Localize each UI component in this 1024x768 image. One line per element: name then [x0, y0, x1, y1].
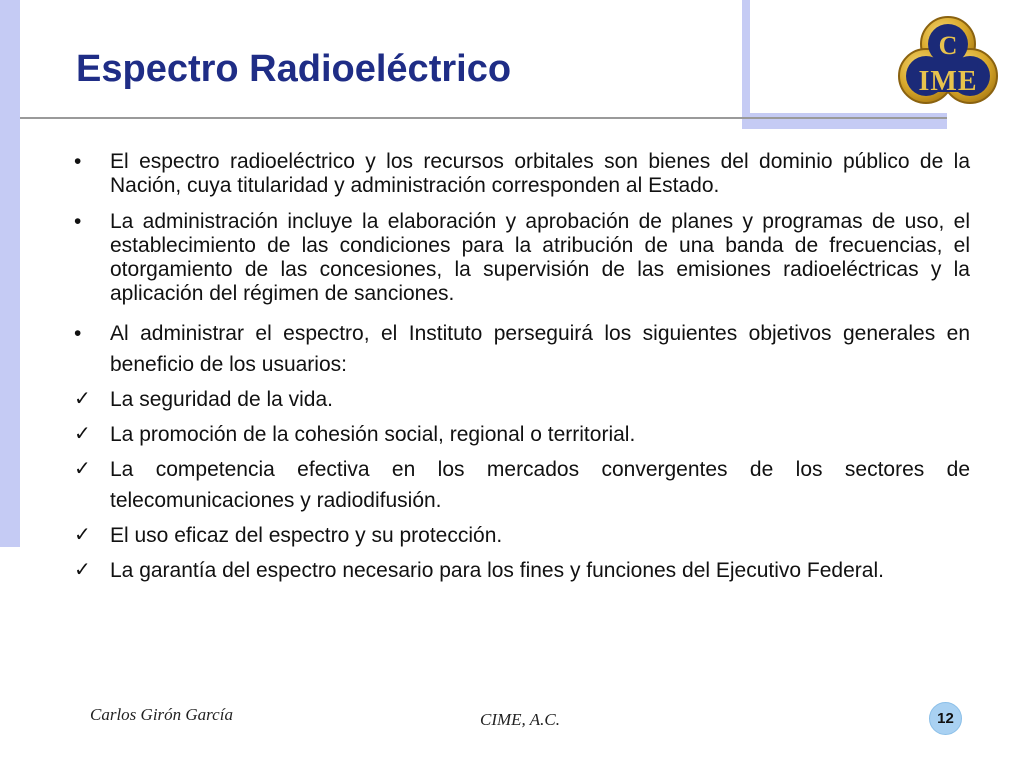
bullet-item — [72, 318, 970, 380]
accent-horizontal-block — [742, 113, 947, 129]
objective-text: La competencia efectiva en los mercados convergentes de los sectores de telecomunicaciones y radiodifusión. — [110, 458, 970, 512]
objective-item — [72, 520, 970, 551]
footer-organization: CIME, A.C. — [480, 710, 560, 729]
bullet-text: La administración incluye la elaboración y aprobación de planes y programas de uso, el establecimiento de las condiciones para la atribución de una banda de frecuencias, el otorgamiento de las concesiones, la supervisión de las emisiones radioeléctricas y la aplicación del régimen de sanciones. — [110, 210, 970, 305]
bullet-marker: • — [74, 322, 82, 345]
checkmark-icon: ✓ — [74, 423, 91, 445]
objective-item — [72, 454, 970, 516]
bullet-text: Al administrar el espectro, el Instituto perseguirá los siguientes objetivos generales en beneficio de los usuarios: — [110, 322, 970, 376]
logo-letter-top: C — [938, 31, 958, 60]
checkmark-icon: ✓ — [74, 559, 91, 581]
bullet-marker: • — [74, 210, 82, 233]
objective-text: La promoción de la cohesión social, regional o territorial. — [110, 423, 636, 446]
bullet-text: El espectro radioeléctrico y los recursos orbitales son bienes del dominio público de la Nación, cuya titularidad y administración corresponden al Estado. — [110, 150, 970, 197]
page-number: 12 — [937, 710, 954, 727]
checkmark-icon: ✓ — [74, 458, 91, 480]
page-number-badge — [929, 702, 962, 735]
accent-vertical-line — [742, 0, 750, 129]
objective-text: La garantía del espectro necesario para los fines y funciones del Ejecutivo Federal. — [110, 559, 884, 582]
bullet-item — [72, 210, 970, 306]
logo-letters-bottom: IME — [918, 66, 978, 97]
footer-author: Carlos Girón García — [90, 705, 233, 724]
objective-item — [72, 555, 970, 586]
left-accent-bar — [0, 0, 20, 547]
objective-text: La seguridad de la vida. — [110, 388, 333, 411]
slide-title: Espectro Radioeléctrico — [76, 48, 512, 90]
checkmark-icon: ✓ — [74, 524, 91, 546]
objective-item — [72, 419, 970, 450]
title-divider — [20, 117, 947, 119]
objective-text: El uso eficaz del espectro y su protección. — [110, 524, 503, 547]
objective-item — [72, 384, 970, 415]
bullet-item — [72, 150, 970, 198]
slide-body — [72, 150, 970, 586]
bullet-marker: • — [74, 150, 82, 173]
cime-logo — [894, 14, 1002, 110]
checkmark-icon: ✓ — [74, 388, 91, 410]
